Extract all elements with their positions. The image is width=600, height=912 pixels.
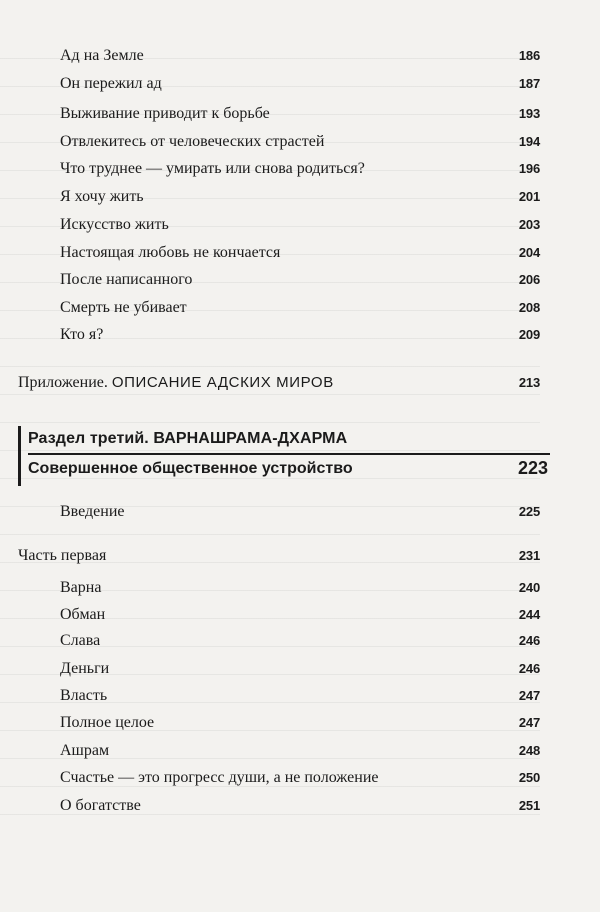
toc-entry-title: Выживание приводит к борьбе <box>60 105 270 122</box>
toc-entry-title: Полное целое <box>60 714 155 731</box>
toc-entry-title: Отвлекитесь от человеческих страстей <box>60 133 325 150</box>
toc-entry <box>0 159 600 179</box>
toc-entry-title: Власть <box>60 687 108 704</box>
toc-entry-title: Ад на Земле <box>60 47 144 64</box>
appendix-title: ОПИСАНИЕ АДСКИХ МИРОВ <box>111 374 334 391</box>
section-title: Раздел третий. ВАРНАШРАМА-ДХАРМА <box>28 430 348 447</box>
toc-entry <box>0 187 600 207</box>
toc-entry-page: 187 <box>518 76 540 91</box>
toc-entry <box>0 298 600 318</box>
toc-entry-title: Деньги <box>60 660 110 677</box>
toc-entry <box>0 578 600 598</box>
toc-entry-page: 203 <box>518 217 540 232</box>
toc-entry-title: Варна <box>60 579 102 596</box>
section-page: 223 <box>517 458 548 478</box>
toc-entry-page: 244 <box>518 607 540 622</box>
toc-entry-title: О богатстве <box>60 797 141 814</box>
toc-entry-page: 246 <box>518 633 540 648</box>
toc-entry <box>0 605 600 625</box>
toc-entry-title: Что труднее — умирать или снова родиться? <box>60 160 365 177</box>
toc-entry-title: Смерть не убивает <box>60 299 187 316</box>
toc-entry <box>0 74 600 94</box>
toc-entry-page: 247 <box>518 715 540 730</box>
toc-entry-page: 186 <box>518 48 540 63</box>
section-subtitle: Совершенное общественное устройство <box>28 460 353 477</box>
section-heading <box>18 426 548 486</box>
toc-entry-page: 204 <box>518 245 540 260</box>
toc-entry-page: 248 <box>518 743 540 758</box>
toc-entry-title: Кто я? <box>60 326 104 343</box>
toc-entry-page: 201 <box>518 189 540 204</box>
toc-entry <box>0 768 600 788</box>
toc-entry-page: 250 <box>518 770 540 785</box>
toc-entry-page: 247 <box>518 688 540 703</box>
toc-entry-title: Счастье — это прогресс души, а не положение <box>60 769 379 786</box>
toc-entry <box>0 132 600 152</box>
toc-entry-title: Искусство жить <box>60 216 169 233</box>
section-rule <box>28 453 550 455</box>
toc-entry <box>0 631 600 651</box>
toc-entry-page: 246 <box>518 661 540 676</box>
toc-entry-page: 193 <box>518 106 540 121</box>
toc-entry-title: Ашрам <box>60 742 110 759</box>
part-page: 231 <box>518 548 540 563</box>
toc-entry-title: После написанного <box>60 271 193 288</box>
toc-entry <box>0 713 600 733</box>
toc-entry-page: 206 <box>518 272 540 287</box>
toc-entry-page: 225 <box>518 504 540 519</box>
toc-entry <box>0 270 600 290</box>
appendix-prefix: Приложение. <box>18 374 108 391</box>
toc-entry <box>0 46 600 66</box>
toc-entry <box>0 741 600 761</box>
toc-entry <box>0 104 600 124</box>
toc-entry-title: Я хочу жить <box>60 188 144 205</box>
toc-entry-page: 209 <box>518 327 540 342</box>
toc-entry-title: Обман <box>60 606 106 623</box>
toc-appendix-entry <box>0 373 600 393</box>
toc-entry-page: 208 <box>518 300 540 315</box>
section-side-bar <box>18 426 21 486</box>
part-title: Часть первая <box>18 547 107 564</box>
toc-entry-page: 194 <box>518 134 540 149</box>
appendix-page: 213 <box>518 375 540 390</box>
toc-entry-page: 251 <box>518 798 540 813</box>
toc-entry <box>0 243 600 263</box>
toc-entry-page: 240 <box>518 580 540 595</box>
toc-entry-title: Настоящая любовь не кончается <box>60 244 281 261</box>
toc-entry <box>0 686 600 706</box>
toc-entry-intro <box>0 502 600 522</box>
toc-entry <box>0 659 600 679</box>
toc-entry-title: Он пережил ад <box>60 75 162 92</box>
toc-entry-page: 196 <box>518 161 540 176</box>
toc-entry-title: Слава <box>60 632 101 649</box>
toc-entry-title: Введение <box>60 503 125 520</box>
toc-part-heading <box>0 546 600 566</box>
toc-entry <box>0 215 600 235</box>
toc-entry <box>0 796 600 816</box>
toc-entry <box>0 325 600 345</box>
appendix-title-wrap <box>18 373 334 393</box>
